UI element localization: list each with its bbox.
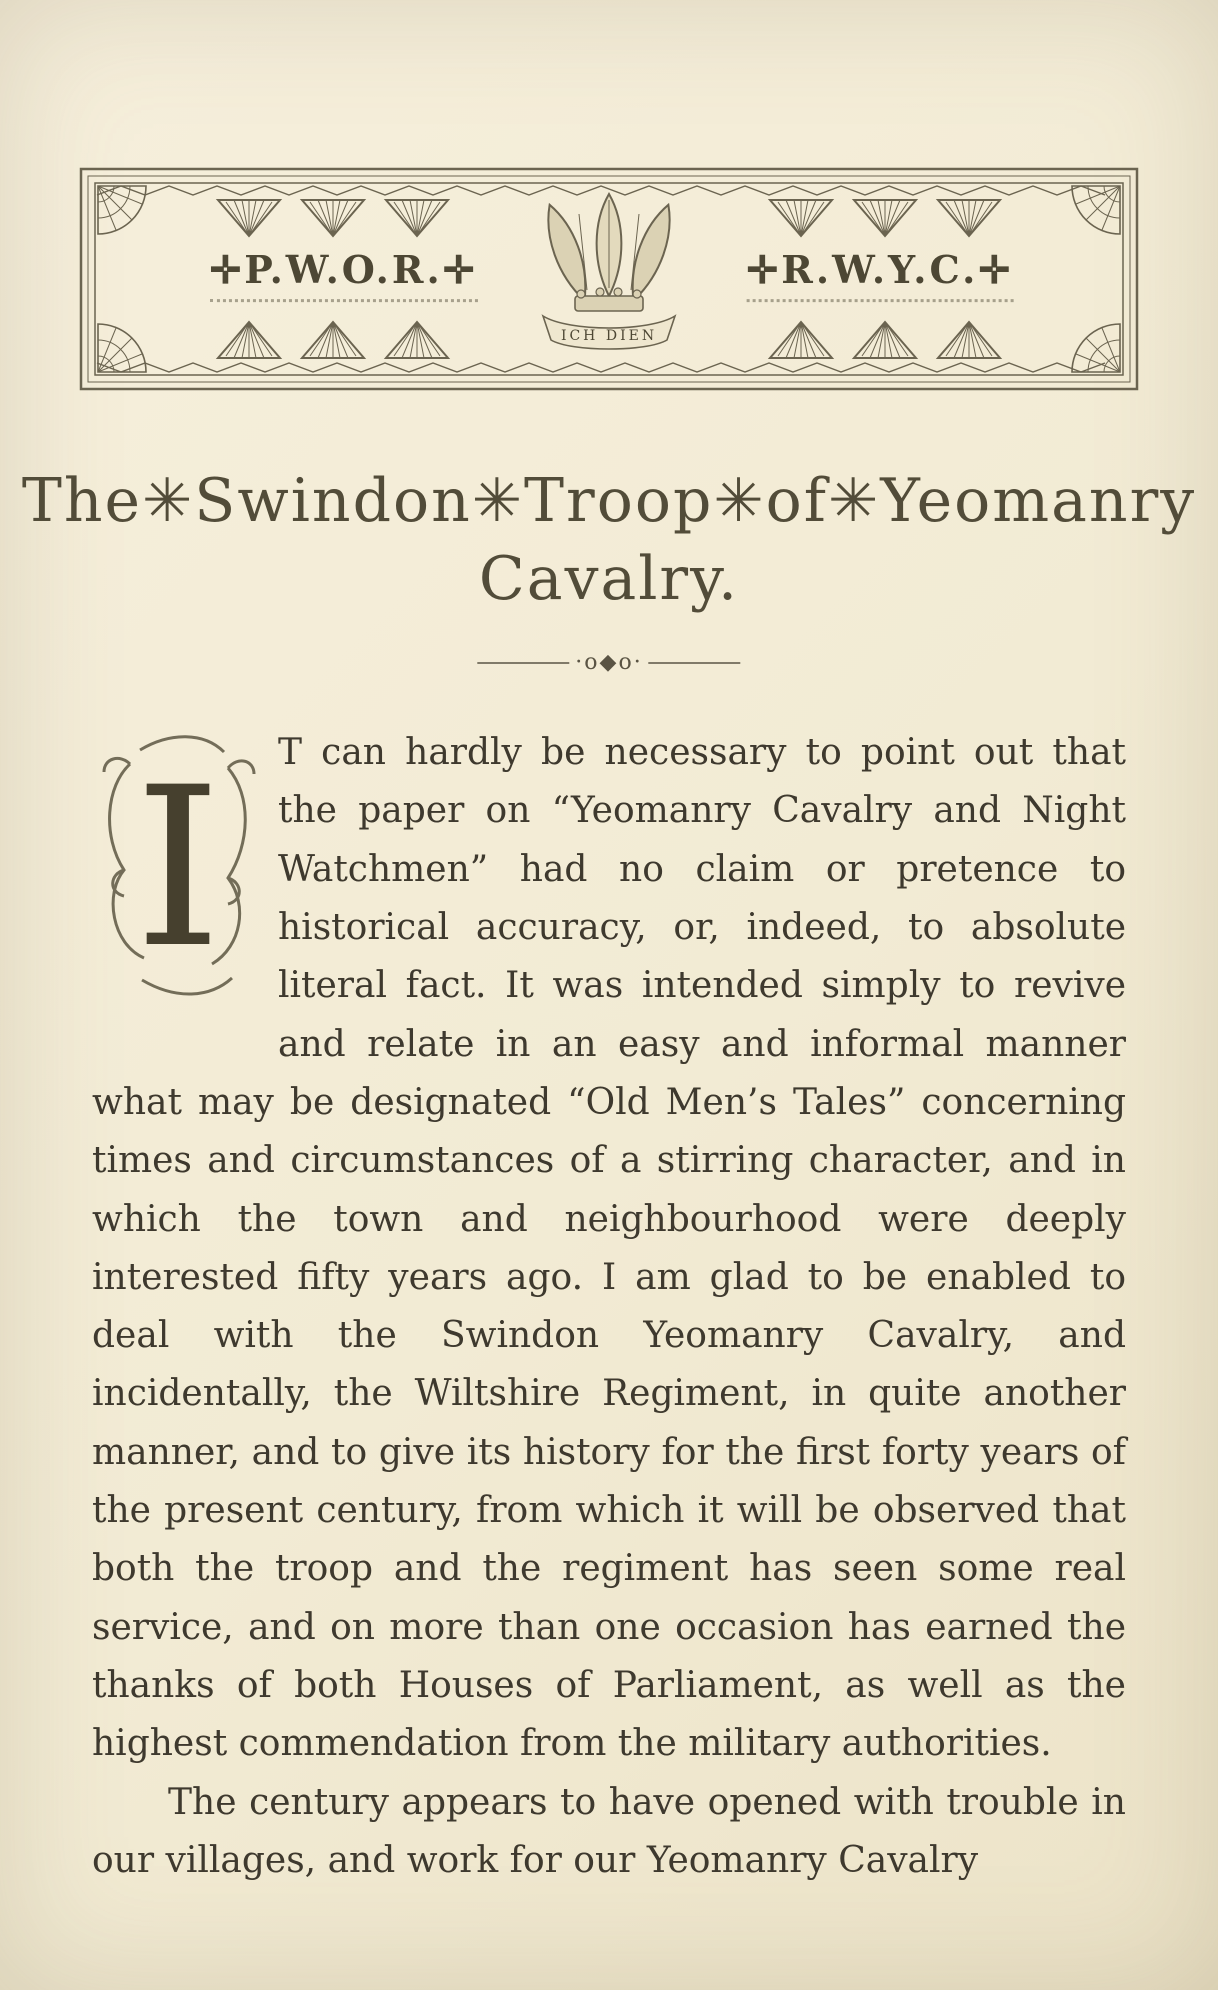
- prince-of-wales-feathers-icon: [538, 194, 680, 349]
- crest-motto: ICH DIEN: [560, 328, 658, 344]
- page-title-line2: Cavalry.: [478, 544, 740, 614]
- divider-motif: ·o◆o·: [575, 650, 643, 675]
- banner-text-rwyc: ✛R.W.Y.C.✛: [746, 247, 1013, 302]
- divider-rule-left: [477, 662, 569, 664]
- banner-text-pwor: ✛P.W.O.R.✛: [209, 247, 477, 302]
- decorative-initial: [92, 728, 264, 1016]
- body-text: [92, 724, 1126, 1890]
- section-divider: [477, 652, 740, 674]
- paragraph-1: [92, 724, 1126, 1774]
- paragraph-1-text: T can hardly be necessary to point out that the paper on “Yeomanry Cavalry and Night Watchmen” had no claim or pretence to historical accuracy, or, indeed, to absolute literal fact. It was intended simply to revive and relate in an easy and informal manner what may be designated “Old Men’s Tales” concerning times and circumstances of a stirring character, and in which the town and neighbourhood were deeply interested fifty years ago. I am glad to be enabled to deal with the Swindon Yeomanry Cavalry, and incidentally, the Wiltshire Regiment, in quite another manner, and to give its history for the first forty years of the present century, from which it will be observed that both the troop and the regiment has seen some real service, and on more than one occasion has earned the thanks of both Houses of Parliament, as well as the highest commendation from the military authorities.: [92, 732, 1126, 1765]
- divider-rule-right: [649, 662, 741, 664]
- dropcap-letter: I: [134, 740, 222, 996]
- page-title-line1: The✳Swindon✳Troop✳of✳Yeomanry: [21, 466, 1197, 536]
- paragraph-2: The century appears to have opened with trouble in our villages, and work for our Yeomanry Cavalry: [92, 1781, 1126, 1881]
- header-ornament-banner: [78, 166, 1140, 392]
- page-title: [0, 462, 1218, 618]
